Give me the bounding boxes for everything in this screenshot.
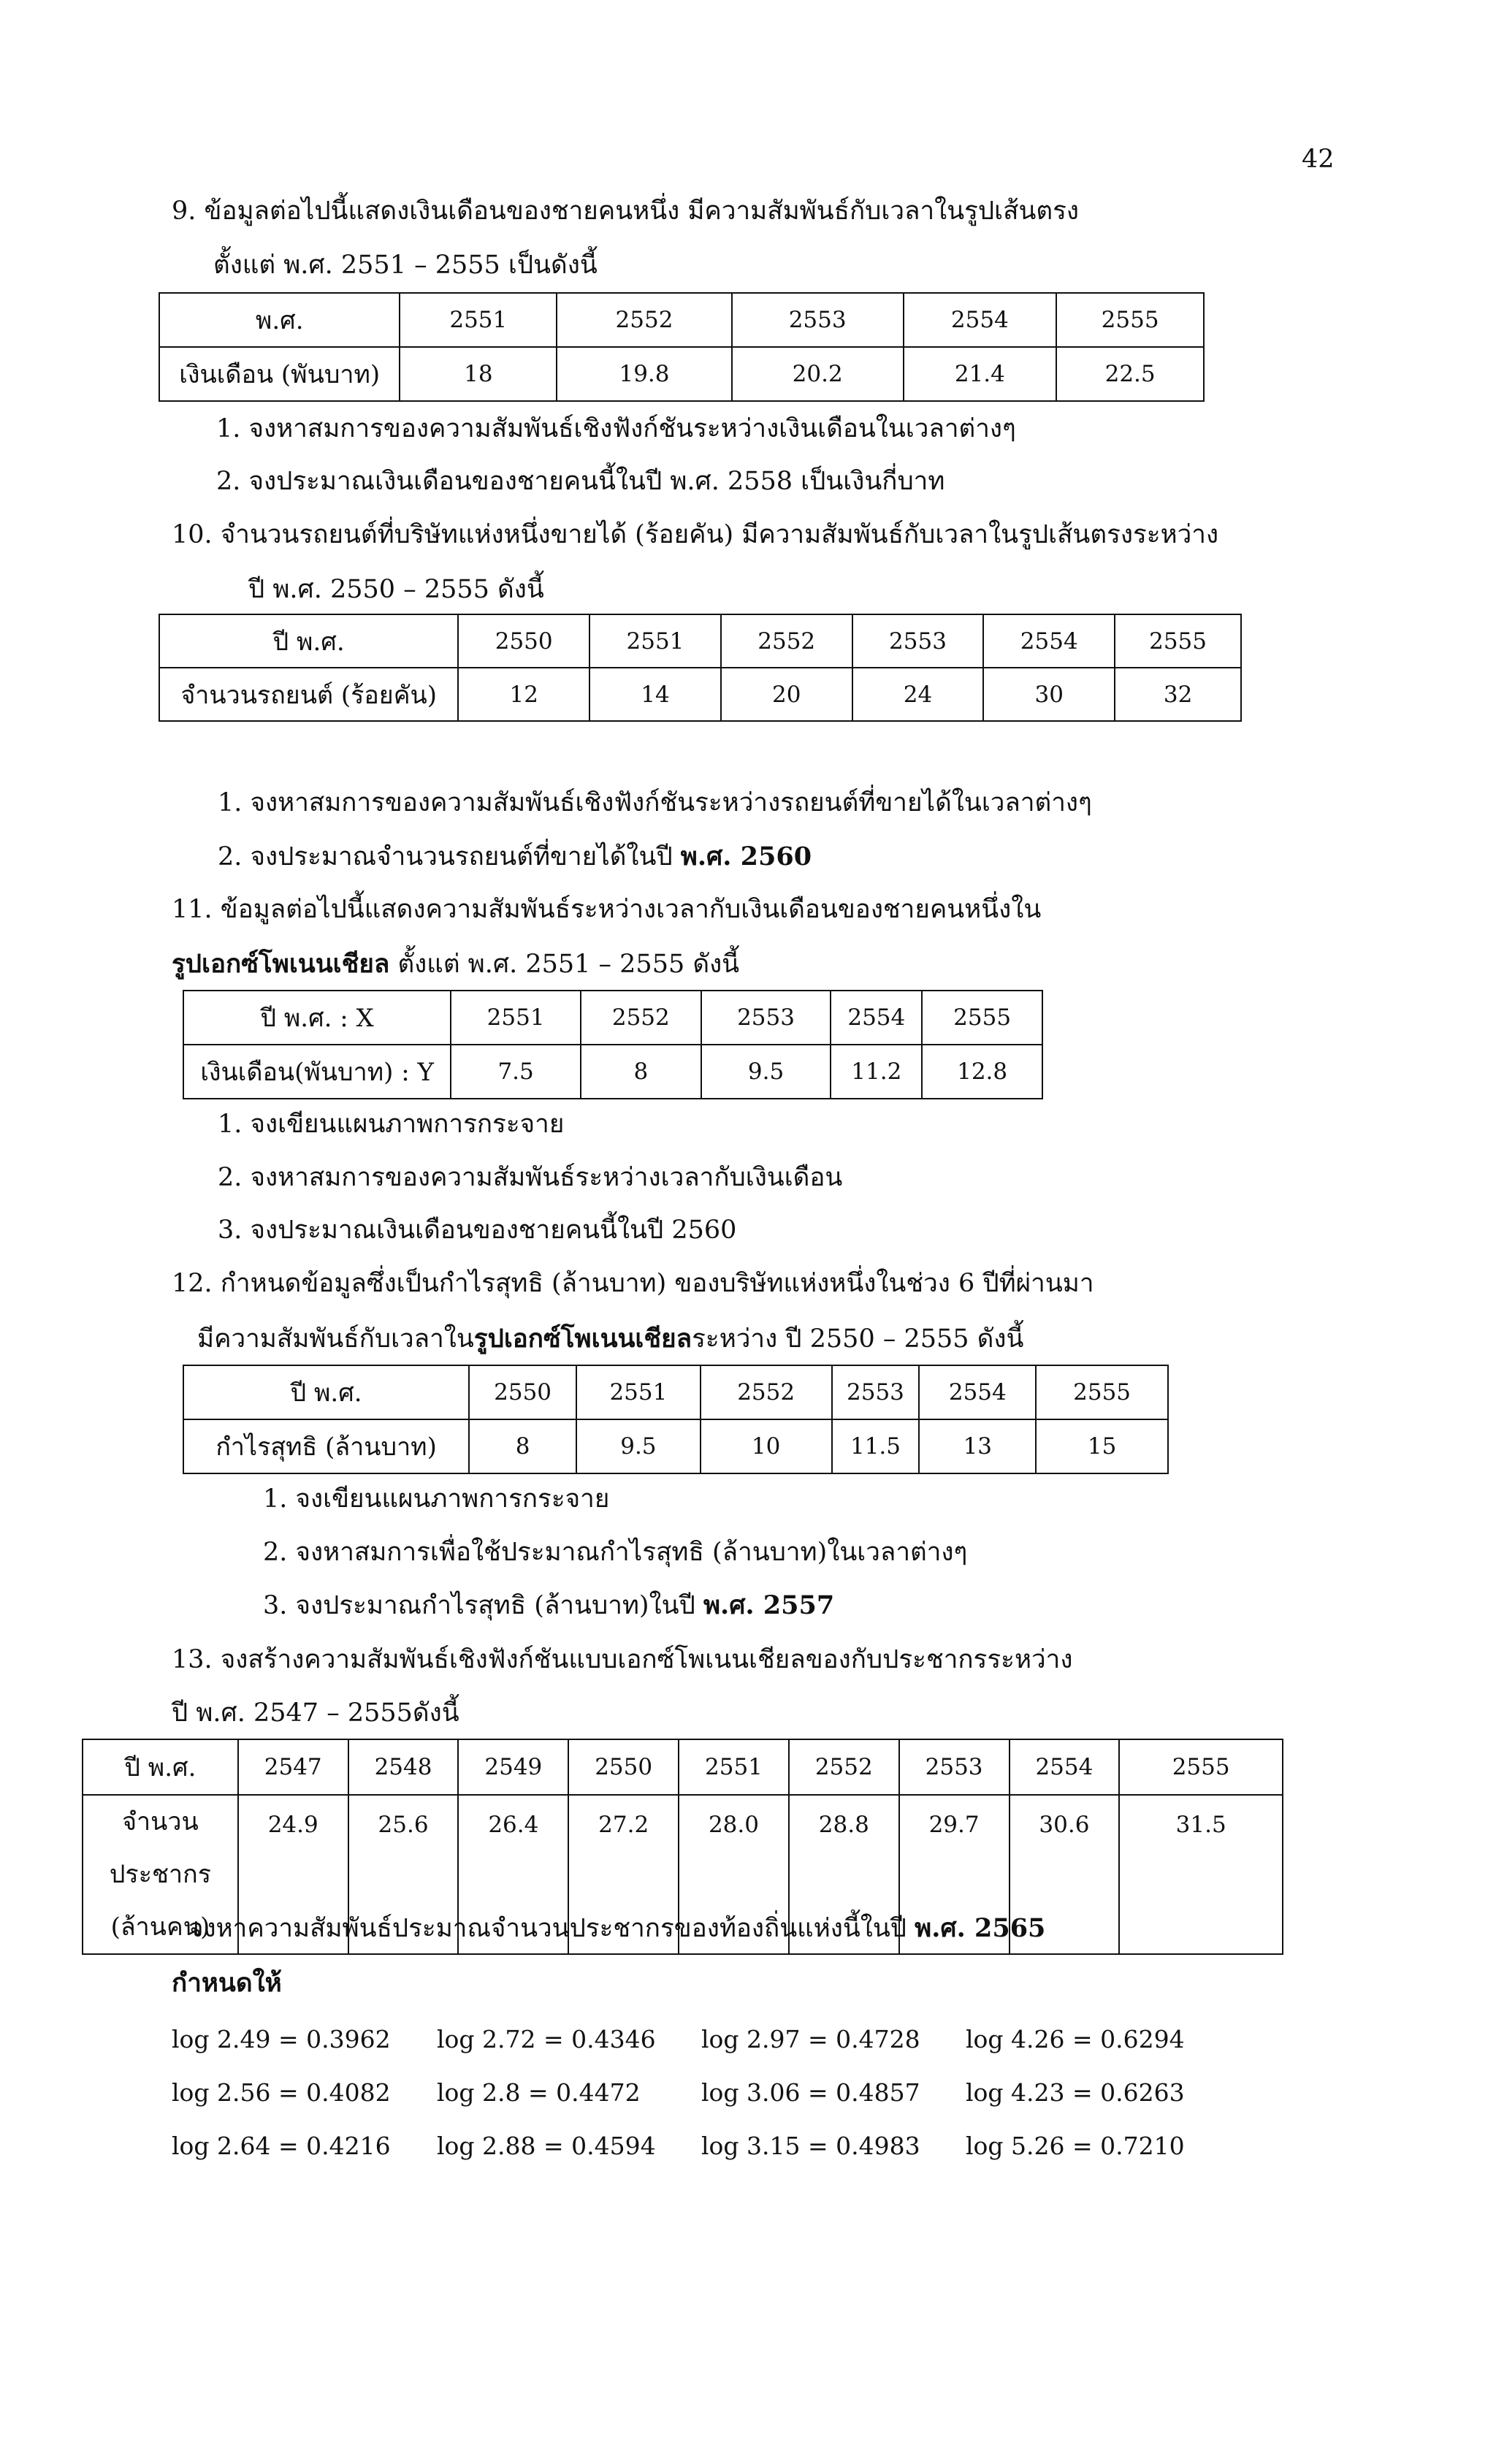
- log-value: log 4.26 = 0.6294: [966, 2025, 1185, 2053]
- table-row: [183, 1419, 1168, 1473]
- q12-table: [183, 1365, 1169, 1474]
- log-value: log 2.56 = 0.4082: [172, 2078, 391, 2107]
- table-cell: 2552: [557, 293, 732, 347]
- q13-task-year: พ.ศ. 2565: [915, 1913, 1046, 1943]
- table-cell: 2553: [732, 293, 904, 347]
- q11-line2: [172, 951, 739, 977]
- table-cell: 2552: [701, 1365, 832, 1419]
- table-cell: 20: [721, 668, 852, 721]
- table-cell: ปี พ.ศ.: [83, 1739, 238, 1795]
- q9-line1: 9. ข้อมูลต่อไปนี้แสดงเงินเดือนของชายคนหนึ่ง มีความสัมพันธ์กับเวลาในรูปเส้นตรง: [172, 197, 1080, 226]
- table-row: [159, 347, 1204, 401]
- q12-item-3: [263, 1590, 835, 1620]
- table-cell: 30: [983, 668, 1115, 721]
- table-cell: 7.5: [451, 1045, 581, 1099]
- table-cell: 28.0: [679, 1795, 789, 1954]
- log-value: log 2.72 = 0.4346: [437, 2025, 656, 2053]
- log-value: log 4.23 = 0.6263: [966, 2078, 1185, 2107]
- table-cell: 2553: [899, 1739, 1010, 1795]
- q10-item-2: [218, 844, 812, 870]
- q10-line1: 10. จำนวนรถยนต์ที่บริษัทแห่งหนึ่งขายได้ (ร้อยคัน) มีความสัมพันธ์กับเวลาในรูปเส้นตรงระหว่าง: [172, 520, 1219, 549]
- table-cell: 2555: [922, 991, 1042, 1045]
- q12-item-3-text: 3. จงประมาณกำไรสุทธิ (ล้านบาท)ในปี: [263, 1591, 703, 1620]
- table-cell: กำไรสุทธิ (ล้านบาท): [183, 1419, 469, 1473]
- q9-table: [159, 292, 1205, 402]
- table-cell: 11.2: [831, 1045, 922, 1099]
- q11-line2-rest: ตั้งแต่ พ.ศ. 2551 – 2555 ดังนี้: [389, 950, 740, 979]
- q12-item-3-year: พ.ศ. 2557: [703, 1590, 835, 1620]
- q12-line1: 12. กำหนดข้อมูลซึ่งเป็นกำไรสุทธิ (ล้านบาท) ของบริษัทแห่งหนึ่งในช่วง 6 ปีที่ผ่านมา: [172, 1269, 1094, 1298]
- table-cell: 2550: [469, 1365, 576, 1419]
- table-cell: 2555: [1056, 293, 1204, 347]
- table-cell: ปี พ.ศ. : X: [183, 991, 451, 1045]
- table-cell: 29.7: [899, 1795, 1010, 1954]
- table-cell: 2552: [789, 1739, 899, 1795]
- table-cell: 10: [701, 1419, 832, 1473]
- table-cell: 2549: [458, 1739, 568, 1795]
- table-cell: 9.5: [701, 1045, 831, 1099]
- table-cell: 2551: [451, 991, 581, 1045]
- q10-item-2-text: 2. จงประมาณจำนวนรถยนต์ที่ขายได้ในปี: [218, 842, 681, 871]
- q12-line2-rest: ระหว่าง ปี 2550 – 2555 ดังนี้: [692, 1324, 1024, 1354]
- table-cell: 28.8: [789, 1795, 899, 1954]
- table-cell: 2551: [589, 614, 721, 668]
- table-cell: เงินเดือน (พันบาท): [159, 347, 400, 401]
- table-cell: 26.4: [458, 1795, 568, 1954]
- log-value: log 2.49 = 0.3962: [172, 2025, 391, 2053]
- q13-line1: 13. จงสร้างความสัมพันธ์เชิงฟังก์ชันแบบเอกซ์โพเนนเชียลของกับประชากรระหว่าง: [172, 1645, 1073, 1674]
- q13-row-label-b: (ล้านคน): [110, 1912, 210, 1942]
- log-value: log 2.88 = 0.4594: [437, 2132, 656, 2160]
- table-row: [159, 668, 1241, 721]
- q11-table: [183, 990, 1043, 1099]
- page-number: 42: [1302, 145, 1335, 174]
- table-cell: 12: [458, 668, 589, 721]
- q10-table: [159, 614, 1242, 722]
- table-cell: 2554: [983, 614, 1115, 668]
- q11-line2-bold: รูปเอกซ์โพเนนเชียล: [172, 949, 390, 979]
- q10-item-1: 1. จงหาสมการของความสัมพันธ์เชิงฟังก์ชันระหว่างรถยนต์ที่ขายได้ในเวลาต่างๆ: [218, 788, 1092, 817]
- table-cell: 32: [1115, 668, 1241, 721]
- log-value: log 3.15 = 0.4983: [701, 2132, 920, 2160]
- table-cell: 2554: [919, 1365, 1036, 1419]
- table-cell: 2553: [701, 991, 831, 1045]
- table-row: [83, 1739, 1283, 1795]
- table-cell: 30.6: [1010, 1795, 1120, 1954]
- table-cell: 19.8: [557, 347, 732, 401]
- table-cell: ปี พ.ศ.: [183, 1365, 469, 1419]
- table-row: [183, 1365, 1168, 1419]
- q12-line2: [197, 1326, 1023, 1352]
- table-cell: 2552: [721, 614, 852, 668]
- q13-given-label: [172, 1970, 282, 1996]
- table-cell: 24.9: [238, 1795, 348, 1954]
- table-cell: 21.4: [904, 347, 1057, 401]
- table-cell: 2553: [852, 614, 984, 668]
- table-cell: 15: [1036, 1419, 1168, 1473]
- q12-line2-pre: มีความสัมพันธ์กับเวลาใน: [197, 1324, 474, 1354]
- q12-item-1: 1. จงเขียนแผนภาพการกระจาย: [263, 1484, 610, 1514]
- table-cell: 11.5: [832, 1419, 920, 1473]
- table-cell: 18: [400, 347, 557, 401]
- q13-line2: ปี พ.ศ. 2547 – 2555ดังนี้: [172, 1698, 459, 1728]
- table-cell: 25.6: [348, 1795, 459, 1954]
- table-cell: 2554: [904, 293, 1057, 347]
- table-cell: เงินเดือน(พันบาท) : Y: [183, 1045, 451, 1099]
- table-cell: 2555: [1036, 1365, 1168, 1419]
- table-cell: 2552: [581, 991, 701, 1045]
- q11-item-2: 2. จงหาสมการของความสัมพันธ์ระหว่างเวลากับเงินเดือน: [218, 1163, 843, 1192]
- table-cell: 2554: [1010, 1739, 1120, 1795]
- table-cell: 14: [589, 668, 721, 721]
- table-row: [159, 614, 1241, 668]
- q12-item-2: 2. จงหาสมการเพื่อใช้ประมาณกำไรสุทธิ (ล้านบาท)ในเวลาต่างๆ: [263, 1538, 968, 1567]
- table-cell: 8: [469, 1419, 576, 1473]
- q12-line2-bold: รูปเอกซ์โพเนนเชียล: [473, 1324, 692, 1354]
- log-value: log 2.8 = 0.4472: [437, 2078, 641, 2107]
- log-value: log 2.64 = 0.4216: [172, 2132, 391, 2160]
- given-label-text: กำหนดให้: [172, 1968, 282, 1998]
- table-cell: 24: [852, 668, 984, 721]
- log-value: log 2.97 = 0.4728: [701, 2025, 920, 2053]
- q11-item-1: 1. จงเขียนแผนภาพการกระจาย: [218, 1110, 565, 1139]
- table-cell: พ.ศ.: [159, 293, 400, 347]
- table-cell: 13: [919, 1419, 1036, 1473]
- q11-item-3: 3. จงประมาณเงินเดือนของชายคนนี้ในปี 2560: [218, 1216, 737, 1245]
- table-cell: 22.5: [1056, 347, 1204, 401]
- table-cell: 20.2: [732, 347, 904, 401]
- table-cell: 2550: [458, 614, 589, 668]
- table-cell: 8: [581, 1045, 701, 1099]
- q10-line2: ปี พ.ศ. 2550 – 2555 ดังนี้: [248, 575, 544, 604]
- table-cell: จำนวนรถยนต์ (ร้อยคัน): [159, 668, 458, 721]
- table-cell: 9.5: [576, 1419, 701, 1473]
- table-cell: 12.8: [922, 1045, 1042, 1099]
- q9-line2: ตั้งแต่ พ.ศ. 2551 – 2555 เป็นดังนี้: [213, 251, 598, 280]
- table-cell: 27.2: [568, 1795, 679, 1954]
- q13-task: [188, 1915, 1045, 1942]
- table-cell: ปี พ.ศ.: [159, 614, 458, 668]
- table-row: [183, 991, 1042, 1045]
- table-cell: 2550: [568, 1739, 679, 1795]
- q13-task-text: จงหาความสัมพันธ์ประมาณจำนวนประชากรของท้องถิ่นแห่งนี้ในปี: [188, 1914, 915, 1943]
- table-cell: 2551: [576, 1365, 701, 1419]
- table-cell: 2555: [1119, 1739, 1283, 1795]
- table-cell: 2554: [831, 991, 922, 1045]
- q10-item-2-year: พ.ศ. 2560: [680, 842, 812, 871]
- table-cell: 2551: [400, 293, 557, 347]
- q9-item-1: 1. จงหาสมการของความสัมพันธ์เชิงฟังก์ชันระหว่างเงินเดือนในเวลาต่างๆ: [216, 414, 1016, 443]
- table-cell: 2553: [832, 1365, 920, 1419]
- table-cell: 2548: [348, 1739, 459, 1795]
- log-value: log 3.06 = 0.4857: [701, 2078, 920, 2107]
- log-value: log 5.26 = 0.7210: [966, 2132, 1185, 2160]
- table-cell: 31.5: [1119, 1795, 1283, 1954]
- table-cell: 2551: [679, 1739, 789, 1795]
- table-cell: 2547: [238, 1739, 348, 1795]
- q13-row-label-a: จำนวนประชากร: [109, 1807, 211, 1889]
- q9-item-2: 2. จงประมาณเงินเดือนของชายคนนี้ในปี พ.ศ. 2558 เป็นเงินกี่บาท: [216, 467, 945, 496]
- table-row: [183, 1045, 1042, 1099]
- table-row: [159, 293, 1204, 347]
- q11-line1: 11. ข้อมูลต่อไปนี้แสดงความสัมพันธ์ระหว่างเวลากับเงินเดือนของชายคนหนึ่งใน: [172, 895, 1042, 924]
- table-cell: 2555: [1115, 614, 1241, 668]
